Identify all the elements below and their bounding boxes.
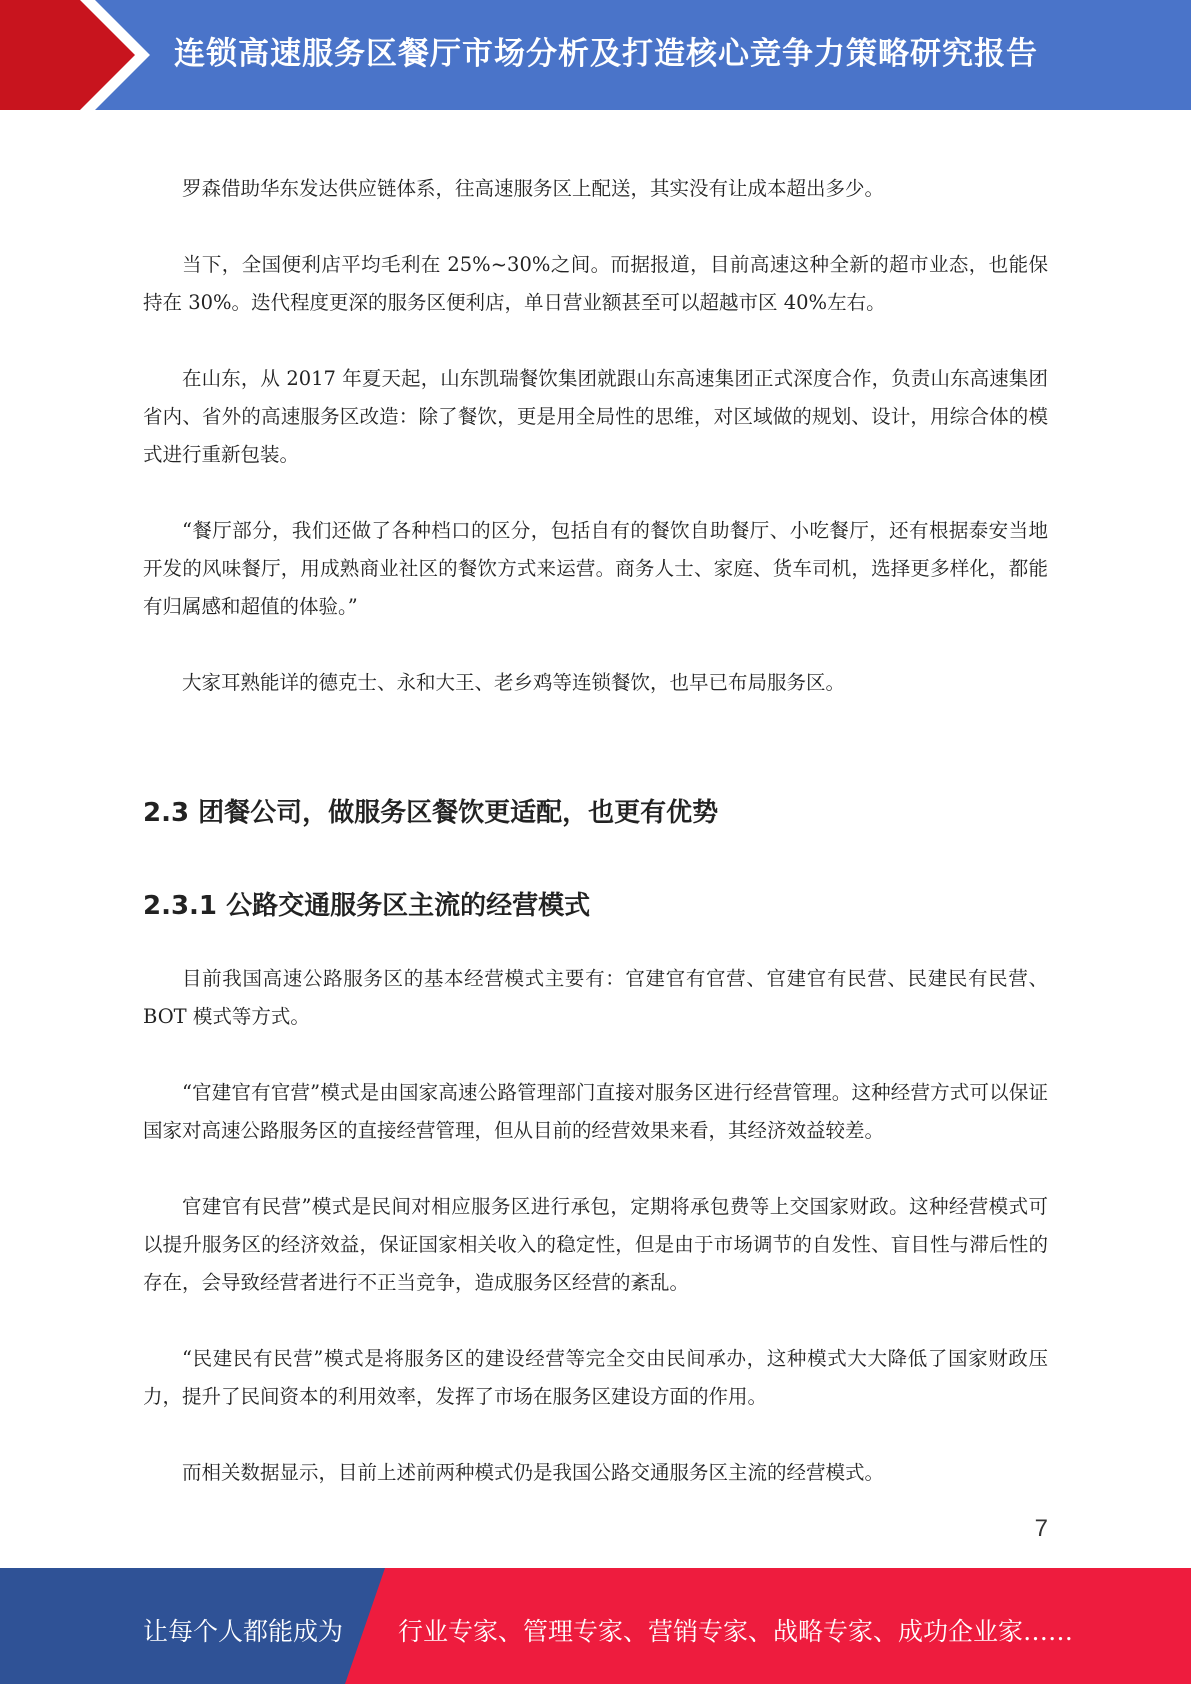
paragraph: 大家耳熟能详的德克士、永和大王、老乡鸡等连锁餐饮，也早已布局服务区。 xyxy=(182,671,846,694)
paragraph: 官建官有民营”模式是民间对相应服务区进行承包，定期将承包费等上交国家财政。这种经营模式可以提升服务区的经济效益，保证国家相关收入的稳定性，但是由于市场调节的自发性、盲目性与滞后性的存在，会导致经营者进行不正当竞争，造成服务区经营的紊乱。 xyxy=(143,1195,1048,1294)
footer-slogan-right: 行业专家、管理专家、营销专家、战略专家、成功企业家…… xyxy=(398,1617,1074,1646)
paragraph: “餐厅部分，我们还做了各种档口的区分，包括自有的餐饮自助餐厅、小吃餐厅，还有根据泰安当地开发的风味餐厅，用成熟商业社区的餐饮方式来运营。商务人士、家庭、货车司机，选择更多样化，都能有归属感和超值的体验。” xyxy=(143,519,1048,618)
paragraph: 在山东，从 2017 年夏天起，山东凯瑞餐饮集团就跟山东高速集团正式深度合作，负责山东高速集团省内、省外的高速服务区改造：除了餐饮，更是用全局性的思维，对区域做的规划、设计，用综合体的模式进行重新包装。 xyxy=(143,367,1048,466)
paragraph: “民建民有民营”模式是将服务区的建设经营等完全交由民间承办，这种模式大大降低了国家财政压力，提升了民间资本的利用效率，发挥了市场在服务区建设方面的作用。 xyxy=(143,1347,1048,1408)
page-footer xyxy=(0,1568,1191,1684)
paragraph: 当下，全国便利店平均毛利在 25%~30%之间。而据报道，目前高速这种全新的超市业态，也能保持在 30%。迭代程度更深的服务区便利店，单日营业额甚至可以超越市区 40%左右。 xyxy=(143,253,1048,314)
footer-slogan-left: 让每个人都能成为 xyxy=(143,1617,344,1646)
page-number: 7 xyxy=(1034,1515,1048,1542)
paragraph: 目前我国高速公路服务区的基本经营模式主要有：官建官有官营、官建官有民营、民建民有民营、BOT 模式等方式。 xyxy=(143,967,1048,1028)
subsection-heading: 2.3.1 公路交通服务区主流的经营模式 xyxy=(143,891,591,921)
document-title: 连锁高速服务区餐厅市场分析及打造核心竞争力策略研究报告 xyxy=(174,36,1038,72)
paragraph: 罗森借助华东发达供应链体系，往高速服务区上配送，其实没有让成本超出多少。 xyxy=(182,177,885,200)
section-heading: 2.3 团餐公司，做服务区餐饮更适配，也更有优势 xyxy=(143,798,719,828)
page-header xyxy=(0,0,1191,110)
document-body xyxy=(143,170,1048,1530)
paragraph: “官建官有官营”模式是由国家高速公路管理部门直接对服务区进行经营管理。这种经营方式可以保证国家对高速公路服务区的直接经营管理，但从目前的经营效果来看，其经济效益较差。 xyxy=(143,1081,1048,1142)
paragraph: 而相关数据显示，目前上述前两种模式仍是我国公路交通服务区主流的经营模式。 xyxy=(182,1461,885,1484)
